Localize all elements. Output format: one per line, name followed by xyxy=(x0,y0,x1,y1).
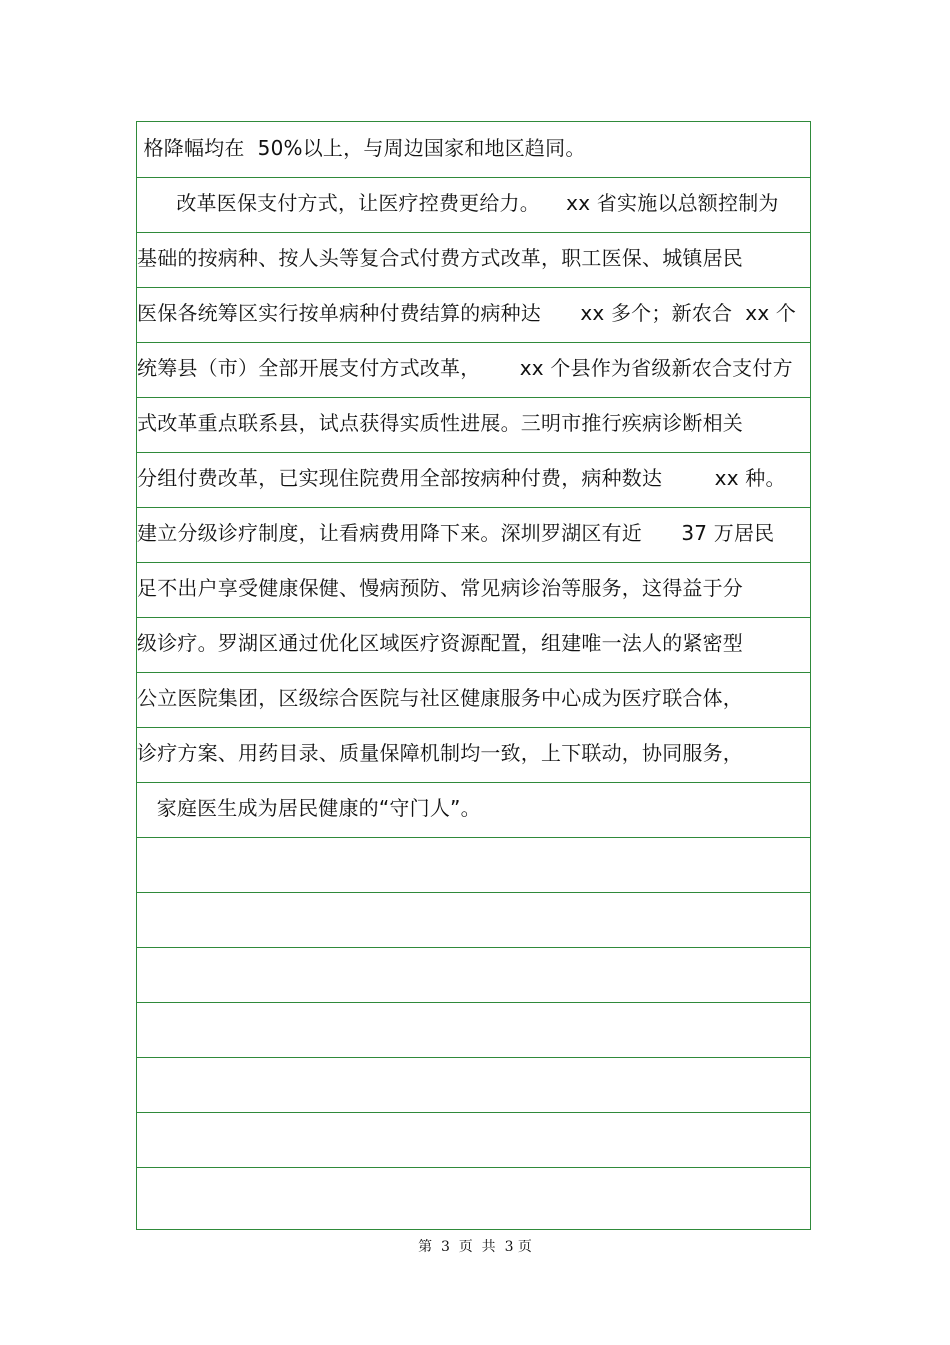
line-text: 分组付费改革，已实现住院费用全部按病种付费，病种数达 xx 种。 xyxy=(137,466,786,490)
ruled-line xyxy=(137,727,810,783)
ruled-line xyxy=(137,672,810,728)
line-text: 建立分级诊疗制度，让看病费用降下来。深圳罗湖区有近 37 万居民 xyxy=(137,521,775,545)
line-text: 格降幅均在 50%以上，与周边国家和地区趋同。 xyxy=(137,136,586,160)
line-text: 医保各统筹区实行按单病种付费结算的病种达 xx 多个；新农合 xx 个 xyxy=(137,301,797,325)
line-text: 级诊疗。罗湖区通过优化区域医疗资源配置，组建唯一法人的紧密型 xyxy=(137,631,743,655)
line-text: 公立医院集团，区级综合医院与社区健康服务中心成为医疗联合体， xyxy=(137,686,743,710)
line-text: 式改革重点联系县，试点获得实质性进展。三明市推行疾病诊断相关 xyxy=(137,411,743,435)
ruled-line xyxy=(137,397,810,453)
ruled-line xyxy=(137,782,810,838)
ruled-line xyxy=(137,1057,810,1113)
ruled-line xyxy=(137,892,810,948)
ruled-line xyxy=(137,617,810,673)
ruled-page xyxy=(136,121,811,1230)
page-number: 第 3 页 共 3 页 xyxy=(418,1239,532,1255)
ruled-line xyxy=(137,122,810,178)
ruled-line xyxy=(137,1112,810,1168)
ruled-line xyxy=(137,287,810,343)
ruled-line xyxy=(137,562,810,618)
line-text: 足不出户享受健康保健、慢病预防、常见病诊治等服务，这得益于分 xyxy=(137,576,743,600)
line-text: 诊疗方案、用药目录、质量保障机制均一致，上下联动，协同服务， xyxy=(137,741,743,765)
line-text: 家庭医生成为居民健康的“守门人”。 xyxy=(137,796,481,820)
ruled-line xyxy=(137,452,810,508)
ruled-line xyxy=(137,507,810,563)
ruled-line xyxy=(137,342,810,398)
ruled-line xyxy=(137,232,810,288)
ruled-line xyxy=(137,177,810,233)
line-text: 基础的按病种、按人头等复合式付费方式改革，职工医保、城镇居民 xyxy=(137,246,743,270)
line-text: 统筹县（市）全部开展支付方式改革， xx 个县作为省级新农合支付方 xyxy=(137,356,793,380)
ruled-line xyxy=(137,1167,810,1229)
ruled-line xyxy=(137,947,810,1003)
line-text: 改革医保支付方式，让医疗控费更给力。 xx 省实施以总额控制为 xyxy=(137,191,779,215)
ruled-line xyxy=(137,1002,810,1058)
ruled-line xyxy=(137,837,810,893)
